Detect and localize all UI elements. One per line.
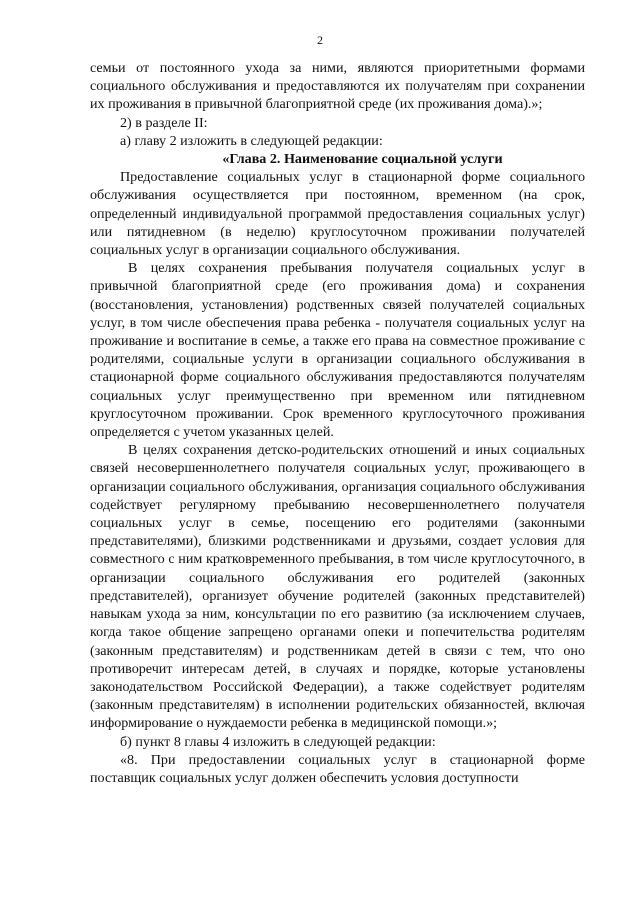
document-body — [90, 59, 585, 787]
paragraph-body: В целях сохранения детско-родительских отношений и иных социальных связей несовершеннолетнего получателя социальных услуг, проживающего в организации социального обслуживания, организация социального обслуживания содействует регулярному пребыванию несовершеннолетнего получателя социальных услуг в семье, посещению его родителями (законными представителями), близкими родственниками и друзьями, создает условия для совместного с ним кратковременного пребывания, в том числе круглосуточного, в организации социального обслуживания его родителей (законных представителей), организует обучение родителей (законных представителей) навыкам ухода за ним, консультации по его развитию (за исключением случаев, когда такое общение запрещено органами опеки и попечительства родителям (законным представителям) и родственникам детей в связи с тем, что оно противоречит интересам детей, в случаях и порядке, которые установлены законодательством Российской Федерации), а также содействует родителям (законным представителям) в исполнении родительских обязанностей, включая информирование о нуждаемости ребенка в медицинской помощи.»; — [90, 442, 585, 732]
paragraph-quote-start: «8. При предоставлении социальных услуг в стационарной форме поставщик социальных услуг должен обеспечить условия доступности — [90, 751, 585, 786]
paragraph-subitem-b: б) пункт 8 главы 4 изложить в следующей редакции: — [120, 733, 436, 750]
page-number: 2 — [317, 33, 323, 47]
paragraph-subitem-a: а) главу 2 изложить в следующей редакции: — [120, 132, 383, 149]
paragraph-body: В целях сохранения пребывания получателя социальных услуг в привычной благоприятной среде (его проживания дома) и сохранения (восстановления, установления) родственных связей получателей социальных услуг, в том числе обеспечения права ребенка - получателя социальных услуг на проживание и воспитание в семье, а также его права на совместное проживание с родителями, социальные услуги в организации социального обслуживания в стационарной форме социального обслуживания предоставляются получателям социальных услуг преимущественно при временном или пятидневном круглосуточном проживании. Срок временного круглосуточного проживания определяется с учетом указанных целей. — [90, 260, 585, 441]
paragraph-body: Предоставление социальных услуг в стационарной форме социального обслуживания осуществляется при постоянном, временном (на срок, определенный индивидуальной программой предоставления социальных услуг) или пятидневном (в неделю) круглосуточном проживании получателей социальных услуг в организации социального обслуживания. — [90, 169, 585, 259]
paragraph-section-item: 2) в разделе II: — [120, 114, 208, 131]
paragraph-continuation: семьи от постоянного ухода за ними, являются приоритетными формами социального обслуживания и предоставляются их получателям при сохранении их проживания в привычной благоприятной среде (их проживания дома).»; — [90, 60, 585, 113]
chapter-heading: «Глава 2. Наименование социальной услуги — [222, 151, 503, 168]
